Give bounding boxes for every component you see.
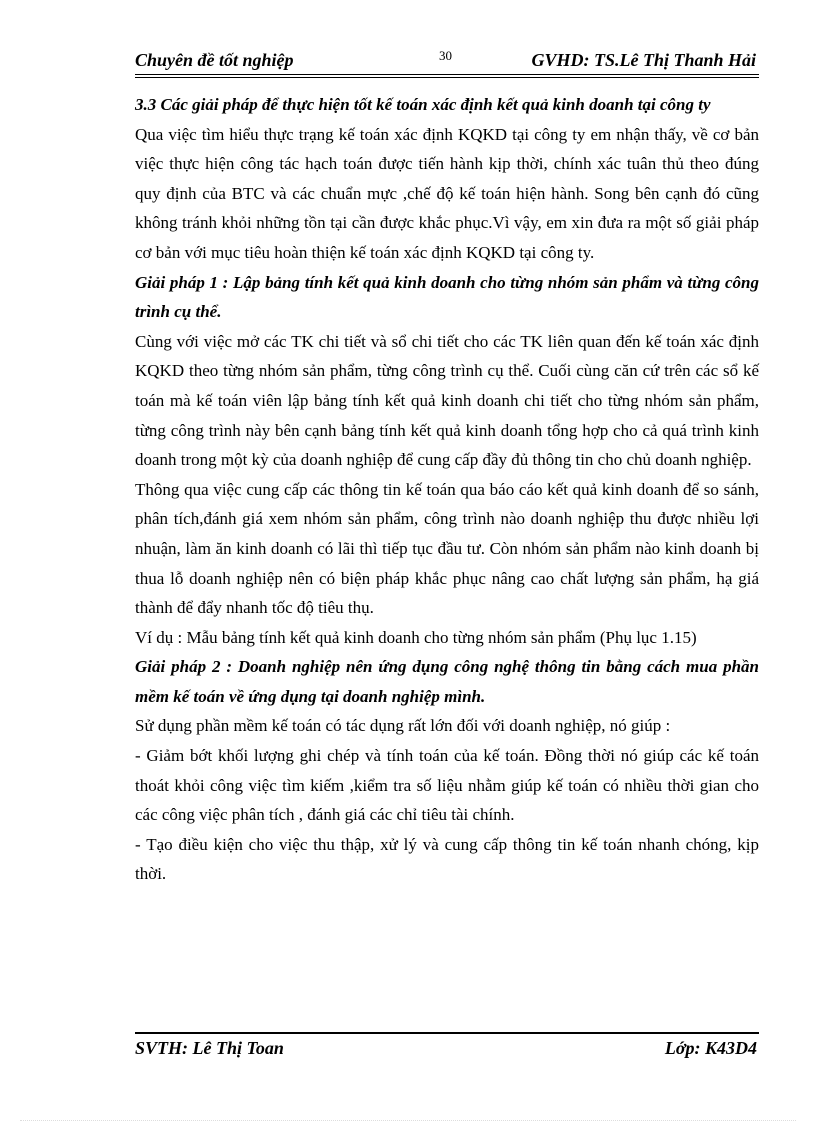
page-header [135,50,758,72]
footer-class: Lớp: K43D4 [664,1038,757,1058]
header-divider [135,74,759,78]
paragraph-benefit-2: - Tạo điều kiện cho việc thu thập, xử lý và cung cấp thông tin kế toán nhanh chóng, kịp thời. [135,834,759,884]
paragraph-example: Ví dụ : Mẫu bảng tính kết quả kinh doanh cho từng nhóm sản phẩm (Phụ lục 1.15) [135,627,697,647]
paragraph-solution-1: Cùng với việc mở các TK chi tiết và sổ chi tiết cho các TK liên quan đến kế toán xác định KQKD theo từng nhóm sản phẩm, từng công trình cụ thể. Cuối cùng căn cứ trên các sổ kế toán mà kế toán viên lập bảng tính kết quả kinh doanh chi tiết cho từng nhóm sản phẩm, từng công trình này bên cạnh bảng tính kết quả kinh doanh tổng hợp cho cả quá trình kinh doanh trong một kỳ của doanh nghiệp để cung cấp đầy đủ thông tin cho chủ doanh nghiệp. [135,331,759,470]
section-heading: 3.3 Các giải pháp để thực hiện tốt kế toán xác định kết quả kinh doanh tại công ty [135,95,711,114]
paragraph-benefit-1: - Giảm bớt khối lượng ghi chép và tính toán của kế toán. Đồng thời nó giúp các kế toán thoát khỏi công việc tìm kiếm ,kiểm tra số liệu nhằm giúp kế toán có nhiều thời gian cho các công việc phân tích , đánh giá các chỉ tiêu tài chính. [135,746,759,825]
page-number: 30 [439,48,452,63]
solution-1-heading: Giải pháp 1 : Lập bảng tính kết quả kinh doanh cho từng nhóm sản phẩm và từng công trình cụ thể. [135,272,759,322]
footer-divider [135,1032,759,1034]
header-supervisor: GVHD: TS.Lê Thị Thanh Hải [531,50,756,70]
page-footer [135,1038,759,1062]
page-edge [20,1120,796,1121]
paragraph-software: Sử dụng phần mềm kế toán có tác dụng rất lớn đối với doanh nghiệp, nó giúp : [135,716,671,736]
header-title: Chuyên đề tốt nghiệp [135,50,294,70]
document-body [135,90,759,889]
paragraph-analysis: Thông qua việc cung cấp các thông tin kế toán qua báo cáo kết quả kinh doanh để so sánh, phân tích,đánh giá xem nhóm sản phẩm, công trình nào doanh nghiệp thu được nhiều lợi nhuận, làm ăn kinh doanh có lãi thì tiếp tục đầu tư. Còn nhóm sản phẩm nào kinh doanh bị thua lỗ doanh nghiệp nên có biện pháp khắc phục nâng cao chất lượng sản phẩm, hạ giá thành để đẩy nhanh tốc độ tiêu thụ. [135,479,759,618]
solution-2-heading: Giải pháp 2 : Doanh nghiệp nên ứng dụng công nghệ thông tin bằng cách mua phần mềm kế toán về ứng dụng tại doanh nghiệp mình. [135,657,759,706]
paragraph-intro: Qua việc tìm hiểu thực trạng kế toán xác định KQKD tại công ty em nhận thấy, về cơ bản việc thực hiện công tác hạch toán được tiến hành kịp thời, chính xác tuân thủ theo đúng quy định của BTC và các chuẩn mực ,chế độ kế toán hiện hành. Song bên cạnh đó cũng không tránh khỏi những tồn tại cần được khắc phục.Vì vậy, em xin đưa ra một số giải pháp cơ bản với mục tiêu hoàn thiện kế toán xác định KQKD tại công ty. [135,124,759,262]
footer-student: SVTH: Lê Thị Toan [135,1038,284,1058]
